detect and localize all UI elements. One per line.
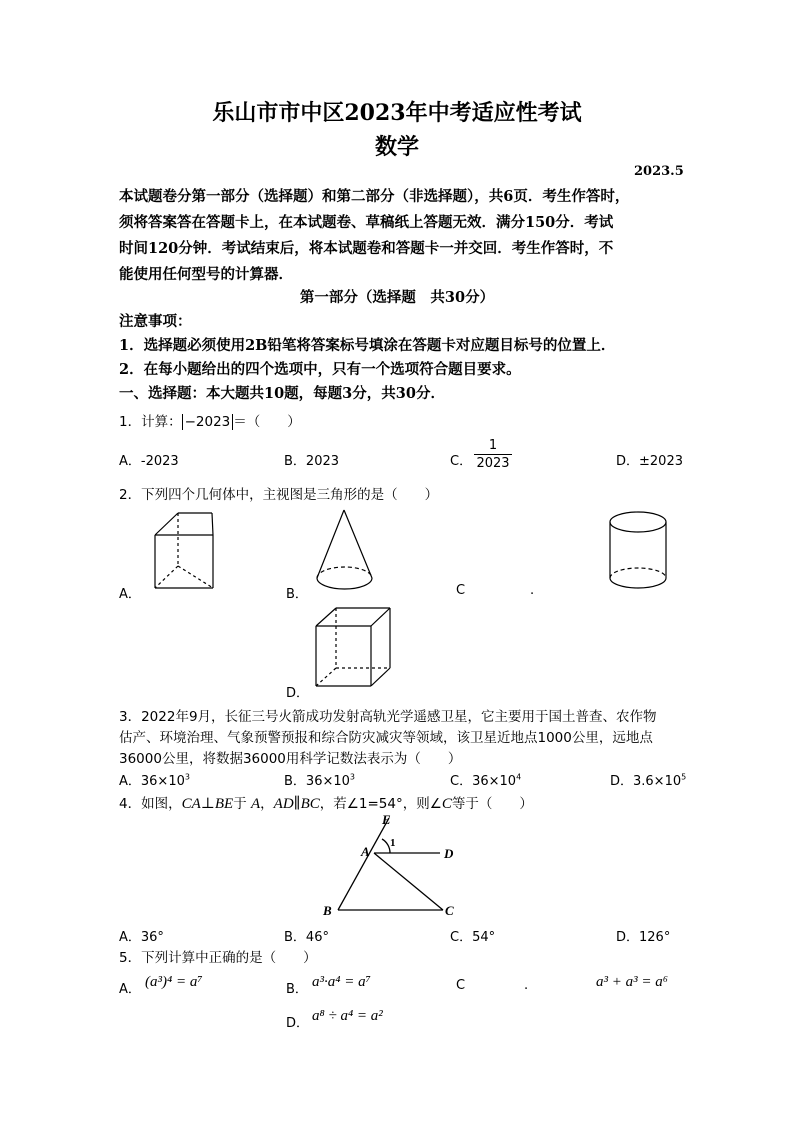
q2-option-c[interactable]: C bbox=[456, 583, 466, 598]
triangular-prism-figure bbox=[150, 508, 220, 592]
intro-line-3: 时间120分钟．考试结束后，将本试题卷和答题卡一并交回．考生作答时，不 bbox=[119, 240, 614, 257]
section-heading: 一、选择题：本大题共10题，每题3分，共30分． bbox=[119, 385, 445, 402]
q5-option-a-label[interactable]: A． bbox=[119, 982, 141, 997]
point-e-label: E bbox=[382, 812, 391, 827]
q3-option-a[interactable]: A．$36\times 10^3$ bbox=[119, 772, 190, 789]
question-1-stem: 1．计算： −2023 ＝（ ） bbox=[119, 414, 301, 430]
question-2-stem: 2．下列四个几何体中，主视图是三角形的是（ ） bbox=[119, 487, 439, 503]
q5-option-c-dot: . bbox=[524, 978, 529, 993]
q5-option-c-expr[interactable]: a³ + a³ = a⁶ bbox=[596, 974, 668, 990]
question-3-line-3: 36000公里，将数据36000用科学记数法表示为（ ） bbox=[119, 751, 462, 767]
cylinder-figure bbox=[606, 508, 672, 594]
q2-option-b[interactable]: B． bbox=[286, 587, 308, 602]
q5-option-c-label[interactable]: C bbox=[456, 978, 466, 993]
point-a-label: A bbox=[361, 844, 370, 859]
question-3-line-2: 估产、环境治理、气象预警预报和综合防灾减灾等领域，该卫星近地点1000公里，远地点 bbox=[119, 730, 653, 746]
point-d-label: D bbox=[444, 846, 454, 861]
q4-option-a[interactable]: A．36° bbox=[119, 930, 164, 945]
intro-line-2: 须将答案答在答题卡上，在本试题卷、草稿纸上答题无效．满分150分．考试 bbox=[119, 214, 614, 231]
note-2: 2．在每小题给出的四个选项中，只有一个选项符合题目要求。 bbox=[119, 361, 521, 378]
q5-option-d-label[interactable]: D． bbox=[286, 1016, 310, 1031]
q1-option-c-fraction[interactable]: $\frac{1}{2023}$ bbox=[474, 438, 512, 471]
q3-option-b[interactable]: B．$36\times 10^3$ bbox=[284, 772, 355, 789]
q3-option-d[interactable]: D．$3.6\times 10^5$ bbox=[610, 772, 687, 789]
question-5-stem: 5．下列计算中正确的是（ ） bbox=[119, 950, 317, 966]
note-1: 1．选择题必须使用2B铅笔将答案标号填涂在答题卡对应题目标号的位置上． bbox=[119, 337, 616, 354]
q2-option-c-dot: . bbox=[530, 583, 535, 598]
q2-option-d[interactable]: D． bbox=[286, 686, 310, 701]
q1-option-a[interactable]: A．-2023 bbox=[119, 454, 179, 469]
q2-option-a[interactable]: A． bbox=[119, 587, 141, 602]
geometry-figure-q4 bbox=[320, 812, 470, 922]
absolute-value: −2023 bbox=[182, 414, 234, 430]
point-c-label: C bbox=[445, 903, 454, 918]
q5-option-d-expr[interactable]: a⁸ ÷ a⁴ = a² bbox=[312, 1008, 383, 1024]
q3-option-c[interactable]: C．$36\times 10^4$ bbox=[450, 772, 522, 789]
q1-option-b[interactable]: B．2023 bbox=[284, 454, 340, 469]
subject-title: 数学 bbox=[374, 134, 419, 160]
q1-option-d[interactable]: D．±2023 bbox=[616, 454, 683, 469]
q5-option-b-expr[interactable]: a³·a⁴ = a⁷ bbox=[312, 974, 371, 990]
cube-figure bbox=[312, 604, 398, 690]
q4-option-c[interactable]: C．54° bbox=[450, 930, 496, 945]
exam-title: 乐山市市中区2023年中考适应性考试 bbox=[212, 100, 582, 126]
q4-option-b[interactable]: B．46° bbox=[284, 930, 329, 945]
exam-date: 2023.5 bbox=[634, 164, 684, 179]
part1-heading: 第一部分（选择题 共30分） bbox=[299, 289, 495, 306]
point-b-label: B bbox=[323, 903, 332, 918]
q5-option-b-label[interactable]: B． bbox=[286, 982, 308, 997]
notes-title: 注意事项： bbox=[119, 313, 192, 330]
q5-option-a-expr[interactable]: (a³)⁴ = a⁷ bbox=[145, 974, 203, 990]
intro-line-1: 本试题卷分第一部分（选择题）和第二部分（非选择题），共6页．考生作答时， bbox=[119, 188, 630, 205]
question-3-line-1: 3．2022年9月，长征三号火箭成功发射高轨光学遥感卫星，它主要用于国土普查、农作物 bbox=[119, 709, 657, 725]
intro-line-4: 能使用任何型号的计算器． bbox=[119, 266, 293, 283]
q1-option-c-label[interactable]: C． bbox=[450, 454, 473, 469]
q4-option-d[interactable]: D．126° bbox=[616, 930, 671, 945]
question-4-stem: 4．如图，CA⊥BE于 A，AD∥BC，若∠1=54°，则∠C等于（ ） bbox=[119, 796, 533, 812]
cone-figure bbox=[312, 506, 382, 596]
angle-1-label: 1 bbox=[390, 837, 396, 849]
